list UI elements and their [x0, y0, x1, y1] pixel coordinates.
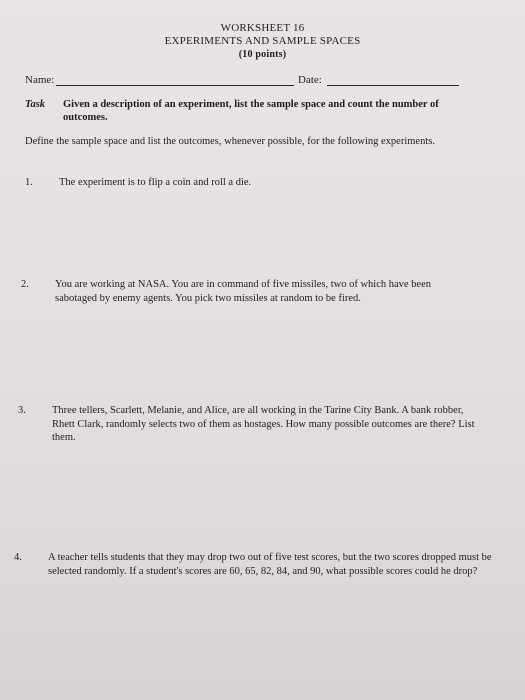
question-item	[21, 278, 471, 305]
date-label: Date:	[298, 74, 322, 86]
name-line	[56, 75, 294, 86]
worksheet-header	[0, 22, 525, 61]
question-text: You are working at NASA. You are in command of five missiles, two of which have been sabotaged by enemy agents. You pick two missiles at random to be fired.	[55, 279, 432, 304]
question-item	[14, 551, 492, 578]
worksheet-subtitle: EXPERIMENTS AND SAMPLE SPACES	[164, 35, 361, 47]
date-field	[298, 74, 459, 86]
question-number: 2.	[21, 279, 29, 290]
question-number: 3.	[18, 405, 26, 416]
worksheet-title: WORKSHEET 16	[220, 22, 305, 34]
question-item	[18, 404, 478, 445]
task-label: Task	[25, 99, 46, 110]
task-text: Given a description of an experiment, list the sample space and count the number of outcomes.	[63, 99, 439, 123]
question-item	[25, 176, 465, 190]
question-number: 4.	[14, 552, 22, 563]
instructions-text: Define the sample space and list the outcomes, whenever possible, for the following experiments.	[25, 136, 435, 147]
question-text: The experiment is to flip a coin and roll a die.	[59, 177, 252, 188]
question-text: Three tellers, Scarlett, Melanie, and Alice, are all working in the Tarine City Bank. A bank robber, Rhett Clark, randomly selects two of them as hostages. How many possible outcomes are there? List them.	[52, 405, 475, 443]
name-label: Name:	[25, 74, 55, 86]
question-text: A teacher tells students that they may drop two out of five test scores, but the two scores dropped must be selected randomly. If a student's scores are 60, 65, 82, 84, and 90, what possible scores could he drop?	[48, 552, 492, 577]
worksheet-points: (10 points)	[238, 49, 287, 60]
name-field	[25, 74, 294, 86]
question-number: 1.	[25, 177, 33, 188]
task-section	[25, 98, 485, 124]
date-line	[327, 75, 459, 86]
